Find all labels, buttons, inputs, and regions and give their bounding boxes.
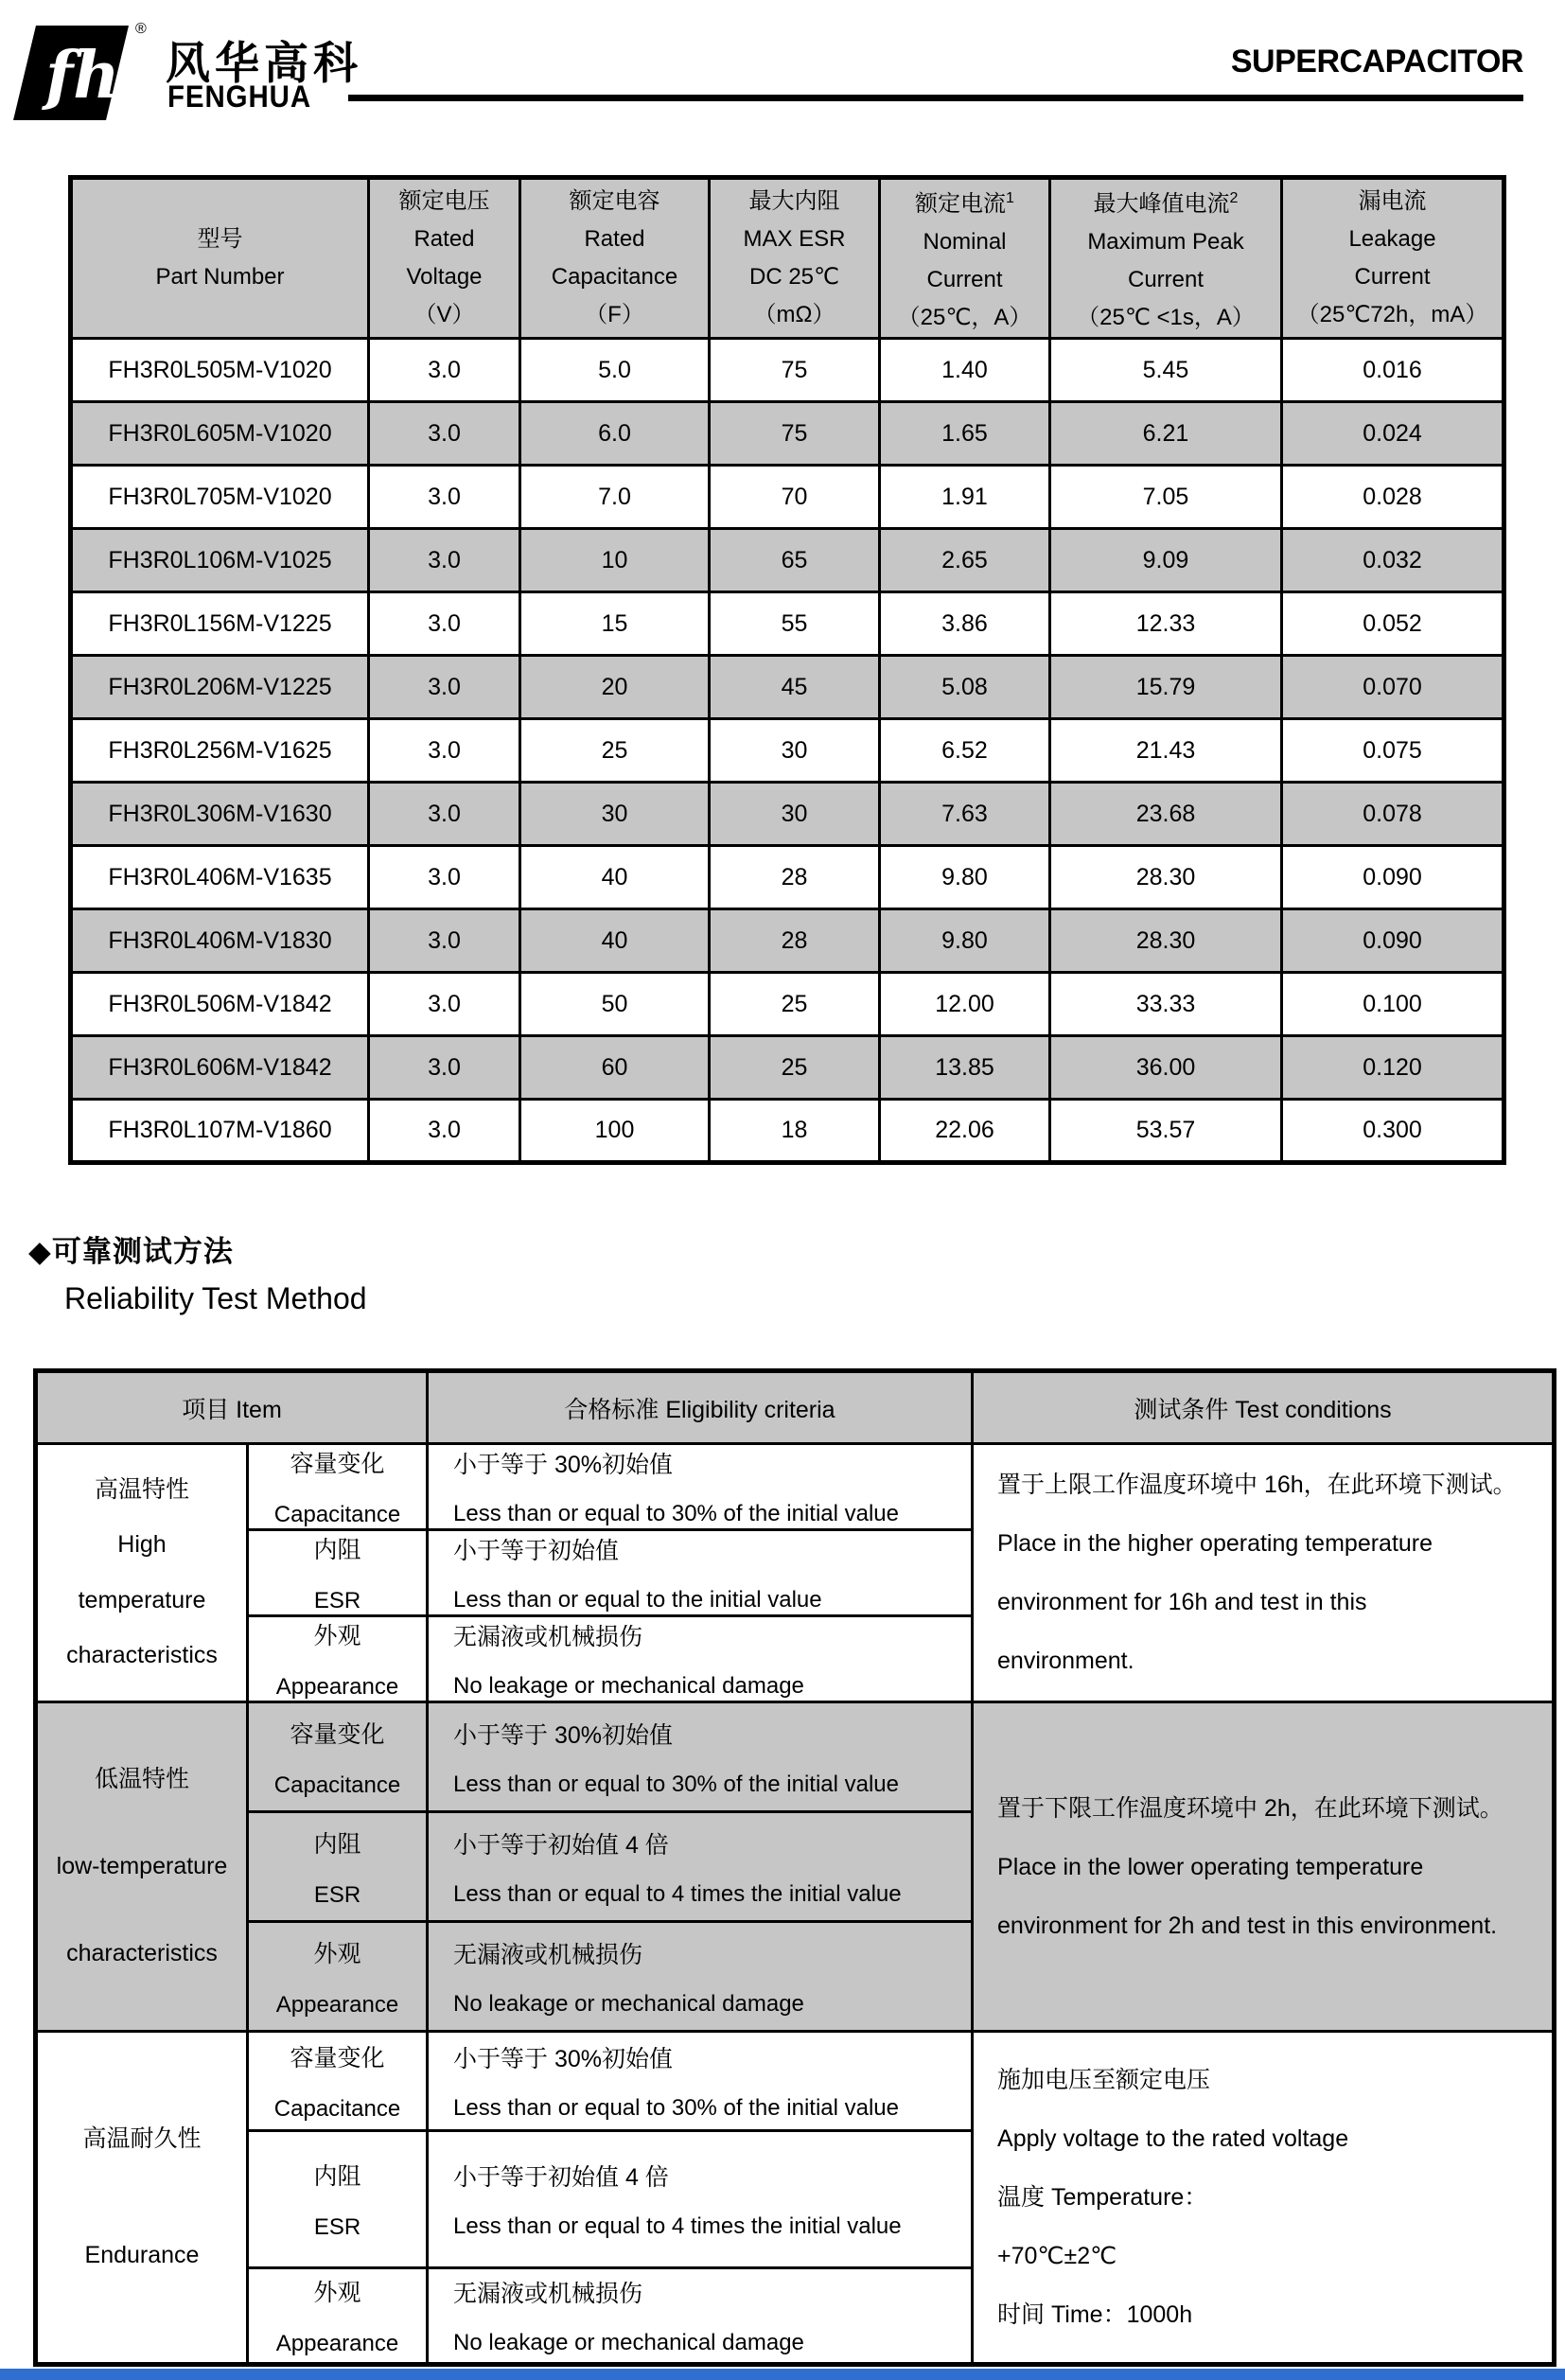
spec-cell-nominal-current: 1.91 xyxy=(880,466,1050,529)
col-header-conditions: 测试条件 Test conditions xyxy=(973,1371,1555,1444)
col-header-max-esr xyxy=(710,178,880,339)
spec-cell-peak-current: 12.33 xyxy=(1050,592,1282,656)
criteria-cell: 无漏液或机械损伤 No leakage or mechanical damage xyxy=(428,1616,973,1702)
group-label-endurance xyxy=(36,2032,248,2365)
spec-cell-peak-current: 28.30 xyxy=(1050,909,1282,973)
spec-cell-rated-capacitance: 5.0 xyxy=(520,339,710,402)
spec-cell-nominal-current: 9.80 xyxy=(880,846,1050,909)
spec-cell-rated-voltage: 3.0 xyxy=(369,973,520,1036)
text-line: 置于上限工作温度环境中 16h，在此环境下测试。 xyxy=(997,1472,1517,1498)
item-cell: 容量变化 Capacitance xyxy=(248,2032,428,2131)
spec-table-row xyxy=(71,592,1504,656)
text-line: low-temperature xyxy=(56,1853,228,1880)
spec-cell-rated-capacitance: 40 xyxy=(520,909,710,973)
conditions-cell-endurance xyxy=(973,2032,1555,2365)
spec-cell-max-esr: 70 xyxy=(710,466,880,529)
col-header-rated-voltage xyxy=(369,178,520,339)
conditions-cell-high-temperature xyxy=(973,1444,1555,1702)
text-line: DC 25℃ xyxy=(749,264,839,290)
col-header-item: 项目 Item xyxy=(36,1371,428,1444)
spec-cell-nominal-current: 3.86 xyxy=(880,592,1050,656)
spec-cell-max-esr: 75 xyxy=(710,402,880,466)
registered-trademark-icon: ® xyxy=(135,21,147,37)
footer-accent-bar xyxy=(0,2369,1565,2380)
spec-cell-max-esr: 18 xyxy=(710,1100,880,1163)
text-line: （25℃ <1s，A） xyxy=(1077,305,1255,330)
text-line: environment for 2h and test in this environment. xyxy=(997,1912,1498,1939)
spec-cell-rated-voltage: 3.0 xyxy=(369,1100,520,1163)
criteria-cell: 小于等于初始值 4 倍 Less than or equal to 4 times the initial value xyxy=(428,1812,973,1922)
text-line: 时间 Time：1000h xyxy=(997,2301,1193,2328)
spec-cell-leakage-current: 0.052 xyxy=(1282,592,1504,656)
criteria-cell: 小于等于初始值 Less than or equal to the initial value xyxy=(428,1530,973,1616)
spec-cell-part-number: FH3R0L206M-V1225 xyxy=(71,656,369,719)
col-header-nominal-current: 额定电流$^1$ Nominal Current （25℃，A） xyxy=(880,178,1050,339)
text-line: （V） xyxy=(413,302,475,327)
spec-table-header xyxy=(71,178,1504,339)
text-line: Place in the higher operating temperature xyxy=(997,1530,1433,1557)
spec-cell-peak-current: 33.33 xyxy=(1050,973,1282,1036)
spec-cell-max-esr: 65 xyxy=(710,529,880,592)
item-cell: 外观 Appearance xyxy=(248,1922,428,2032)
spec-table-row xyxy=(71,1100,1504,1163)
spec-cell-nominal-current: 1.40 xyxy=(880,339,1050,402)
text-line: 漏电流 xyxy=(1358,188,1427,214)
document-title: SUPERCAPACITOR xyxy=(1230,44,1523,79)
criteria-cell: 小于等于 30%初始值 Less than or equal to 30% of the initial value xyxy=(428,2032,973,2131)
spec-cell-leakage-current: 0.090 xyxy=(1282,909,1504,973)
text-line: （25℃72h，mA） xyxy=(1296,302,1488,327)
text-line: 高温耐久性 xyxy=(82,2124,202,2152)
text-line: Endurance xyxy=(84,2242,200,2269)
criteria-cell: 小于等于 30%初始值 Less than or equal to 30% of the initial value xyxy=(428,1702,973,1812)
spec-cell-nominal-current: 5.08 xyxy=(880,656,1050,719)
spec-cell-rated-capacitance: 40 xyxy=(520,846,710,909)
table-row xyxy=(36,2032,1555,2131)
group-label-high-temperature xyxy=(36,1444,248,1702)
text-line: （25℃，A） xyxy=(897,305,1032,330)
page-header xyxy=(0,0,1565,123)
spec-cell-nominal-current: 12.00 xyxy=(880,973,1050,1036)
section-title-en: Reliability Test Method xyxy=(64,1281,367,1315)
spec-cell-part-number: FH3R0L406M-V1830 xyxy=(71,909,369,973)
spec-table-row xyxy=(71,402,1504,466)
spec-table-row xyxy=(71,339,1504,402)
spec-table-row xyxy=(71,909,1504,973)
spec-cell-rated-voltage: 3.0 xyxy=(369,529,520,592)
text-line: Current xyxy=(1354,264,1431,290)
brand-name-cn: 风华高科 xyxy=(166,38,362,88)
section-title-cn: ◆可靠测试方法 xyxy=(28,1235,234,1268)
spec-cell-peak-current: 28.30 xyxy=(1050,846,1282,909)
spec-cell-nominal-current: 7.63 xyxy=(880,783,1050,846)
table-row xyxy=(36,1444,1555,1530)
text-line: 温度 Temperature： xyxy=(997,2184,1208,2211)
spec-cell-rated-voltage: 3.0 xyxy=(369,402,520,466)
spec-cell-rated-capacitance: 10 xyxy=(520,529,710,592)
spec-cell-part-number: FH3R0L406M-V1635 xyxy=(71,846,369,909)
text-line: 额定电容 xyxy=(569,188,660,214)
spec-cell-part-number: FH3R0L256M-V1625 xyxy=(71,719,369,783)
text-line: environment for 16h and test in this xyxy=(997,1589,1367,1615)
spec-table-row xyxy=(71,846,1504,909)
spec-cell-part-number: FH3R0L107M-V1860 xyxy=(71,1100,369,1163)
item-cell: 内阻 ESR xyxy=(248,2131,428,2268)
spec-cell-rated-voltage: 3.0 xyxy=(369,466,520,529)
reliability-table-header xyxy=(36,1371,1555,1444)
text-line: environment. xyxy=(997,1648,1134,1674)
text-line: Leakage xyxy=(1348,226,1436,252)
text-line: characteristics xyxy=(66,1642,218,1669)
spec-table xyxy=(68,175,1506,1165)
text-line: MAX ESR xyxy=(743,226,846,252)
criteria-cell: 小于等于 30%初始值 Less than or equal to 30% of the initial value xyxy=(428,1444,973,1530)
spec-table-row xyxy=(71,719,1504,783)
text-line: 高温特性 xyxy=(94,1475,189,1503)
text-line: （F） xyxy=(585,302,644,327)
spec-cell-peak-current: 36.00 xyxy=(1050,1036,1282,1100)
spec-cell-rated-voltage: 3.0 xyxy=(369,909,520,973)
spec-cell-max-esr: 25 xyxy=(710,973,880,1036)
spec-cell-rated-voltage: 3.0 xyxy=(369,783,520,846)
text-line: Place in the lower operating temperature xyxy=(997,1853,1424,1880)
spec-cell-leakage-current: 0.016 xyxy=(1282,339,1504,402)
spec-cell-max-esr: 55 xyxy=(710,592,880,656)
item-cell: 外观 Appearance xyxy=(248,1616,428,1702)
col-header-criteria: 合格标准 Eligibility criteria xyxy=(428,1371,973,1444)
spec-cell-nominal-current: 13.85 xyxy=(880,1036,1050,1100)
spec-cell-part-number: FH3R0L306M-V1630 xyxy=(71,783,369,846)
text-line: Part Number xyxy=(155,264,285,290)
text-line: 额定电压 xyxy=(398,188,490,214)
spec-cell-leakage-current: 0.032 xyxy=(1282,529,1504,592)
spec-cell-rated-voltage: 3.0 xyxy=(369,846,520,909)
spec-cell-leakage-current: 0.024 xyxy=(1282,402,1504,466)
spec-cell-max-esr: 30 xyxy=(710,783,880,846)
spec-table-row xyxy=(71,466,1504,529)
item-cell: 内阻 ESR xyxy=(248,1530,428,1616)
text-line: 最大内阻 xyxy=(748,188,840,214)
text-line: 施加电压至额定电压 xyxy=(997,2067,1211,2093)
text-line: Maximum Peak xyxy=(1087,229,1244,255)
spec-cell-max-esr: 30 xyxy=(710,719,880,783)
item-cell: 容量变化 Capacitance xyxy=(248,1444,428,1530)
brand-name-en: FENGHUA xyxy=(167,79,312,114)
spec-cell-leakage-current: 0.075 xyxy=(1282,719,1504,783)
spec-table-row xyxy=(71,783,1504,846)
fenghua-logo-icon xyxy=(13,25,134,121)
spec-cell-leakage-current: 0.028 xyxy=(1282,466,1504,529)
spec-cell-nominal-current: 9.80 xyxy=(880,909,1050,973)
criteria-cell: 小于等于初始值 4 倍 Less than or equal to 4 times the initial value xyxy=(428,2131,973,2268)
conditions-cell-low-temperature xyxy=(973,1702,1555,2032)
text-line: High xyxy=(117,1531,167,1559)
spec-cell-part-number: FH3R0L605M-V1020 xyxy=(71,402,369,466)
header-divider xyxy=(348,95,1523,101)
spec-cell-rated-capacitance: 100 xyxy=(520,1100,710,1163)
spec-cell-rated-capacitance: 6.0 xyxy=(520,402,710,466)
col-header-leakage-current xyxy=(1282,178,1504,339)
spec-cell-part-number: FH3R0L705M-V1020 xyxy=(71,466,369,529)
spec-cell-peak-current: 9.09 xyxy=(1050,529,1282,592)
spec-cell-rated-capacitance: 25 xyxy=(520,719,710,783)
spec-cell-leakage-current: 0.070 xyxy=(1282,656,1504,719)
text-line: Rated xyxy=(584,226,645,252)
spec-cell-rated-capacitance: 20 xyxy=(520,656,710,719)
col-header-rated-capacitance xyxy=(520,178,710,339)
criteria-cell: 无漏液或机械损伤 No leakage or mechanical damage xyxy=(428,1922,973,2032)
text-line: Voltage xyxy=(406,264,483,290)
spec-cell-peak-current: 21.43 xyxy=(1050,719,1282,783)
spec-cell-rated-voltage: 3.0 xyxy=(369,719,520,783)
item-cell: 容量变化 Capacitance xyxy=(248,1702,428,1812)
spec-cell-max-esr: 25 xyxy=(710,1036,880,1100)
spec-table-row xyxy=(71,1036,1504,1100)
reliability-section-heading xyxy=(28,1227,1565,1316)
spec-cell-max-esr: 45 xyxy=(710,656,880,719)
spec-cell-part-number: FH3R0L156M-V1225 xyxy=(71,592,369,656)
spec-cell-peak-current: 23.68 xyxy=(1050,783,1282,846)
criteria-cell: 无漏液或机械损伤 No leakage or mechanical damage xyxy=(428,2268,973,2365)
spec-cell-part-number: FH3R0L505M-V1020 xyxy=(71,339,369,402)
table-row xyxy=(36,1702,1555,1812)
spec-cell-nominal-current: 22.06 xyxy=(880,1100,1050,1163)
col-header-part-number xyxy=(71,178,369,339)
text-line: 型号 xyxy=(197,226,243,252)
spec-cell-max-esr: 28 xyxy=(710,909,880,973)
spec-cell-rated-capacitance: 60 xyxy=(520,1036,710,1100)
reliability-table xyxy=(33,1368,1556,2367)
text-line: temperature xyxy=(78,1586,206,1613)
spec-cell-leakage-current: 0.120 xyxy=(1282,1036,1504,1100)
spec-cell-part-number: FH3R0L106M-V1025 xyxy=(71,529,369,592)
spec-cell-peak-current: 5.45 xyxy=(1050,339,1282,402)
spec-cell-peak-current: 53.57 xyxy=(1050,1100,1282,1163)
spec-cell-part-number: FH3R0L606M-V1842 xyxy=(71,1036,369,1100)
spec-table-body xyxy=(71,339,1504,1163)
spec-cell-peak-current: 7.05 xyxy=(1050,466,1282,529)
spec-table-row xyxy=(71,656,1504,719)
spec-cell-rated-capacitance: 7.0 xyxy=(520,466,710,529)
spec-cell-leakage-current: 0.100 xyxy=(1282,973,1504,1036)
item-cell: 外观 Appearance xyxy=(248,2268,428,2365)
group-label-low-temperature xyxy=(36,1702,248,2032)
spec-cell-rated-voltage: 3.0 xyxy=(369,1036,520,1100)
text-line: Rated xyxy=(413,226,475,252)
spec-cell-rated-capacitance: 50 xyxy=(520,973,710,1036)
svg-text:fh: fh xyxy=(45,38,120,114)
spec-cell-max-esr: 75 xyxy=(710,339,880,402)
spec-cell-nominal-current: 2.65 xyxy=(880,529,1050,592)
spec-table-row xyxy=(71,529,1504,592)
item-cell: 内阻 ESR xyxy=(248,1812,428,1922)
spec-cell-leakage-current: 0.090 xyxy=(1282,846,1504,909)
text-line: Capacitance xyxy=(551,264,678,290)
text-line: Apply voltage to the rated voltage xyxy=(997,2125,1349,2152)
spec-cell-part-number: FH3R0L506M-V1842 xyxy=(71,973,369,1036)
text-line: 低温特性 xyxy=(94,1766,189,1793)
spec-table-row xyxy=(71,973,1504,1036)
spec-cell-rated-voltage: 3.0 xyxy=(369,592,520,656)
spec-cell-nominal-current: 1.65 xyxy=(880,402,1050,466)
spec-cell-rated-capacitance: 30 xyxy=(520,783,710,846)
spec-cell-peak-current: 15.79 xyxy=(1050,656,1282,719)
spec-cell-peak-current: 6.21 xyxy=(1050,402,1282,466)
spec-cell-max-esr: 28 xyxy=(710,846,880,909)
text-line: Nominal xyxy=(923,229,1007,255)
spec-cell-leakage-current: 0.078 xyxy=(1282,783,1504,846)
text-line: Current xyxy=(926,267,1003,292)
spec-cell-rated-voltage: 3.0 xyxy=(369,656,520,719)
col-header-max-peak-current: 最大峰值电流$^2$ Maximum Peak Current （25℃ <1s，A） xyxy=(1050,178,1282,339)
spec-cell-nominal-current: 6.52 xyxy=(880,719,1050,783)
spec-cell-rated-capacitance: 15 xyxy=(520,592,710,656)
text-line: （mΩ） xyxy=(753,302,835,327)
text-line: Current xyxy=(1127,267,1205,292)
spec-cell-rated-voltage: 3.0 xyxy=(369,339,520,402)
text-line: 置于下限工作温度环境中 2h，在此环境下测试。 xyxy=(997,1794,1503,1822)
text-line: characteristics xyxy=(66,1940,218,1967)
spec-cell-leakage-current: 0.300 xyxy=(1282,1100,1504,1163)
text-line: +70℃±2℃ xyxy=(997,2243,1117,2269)
